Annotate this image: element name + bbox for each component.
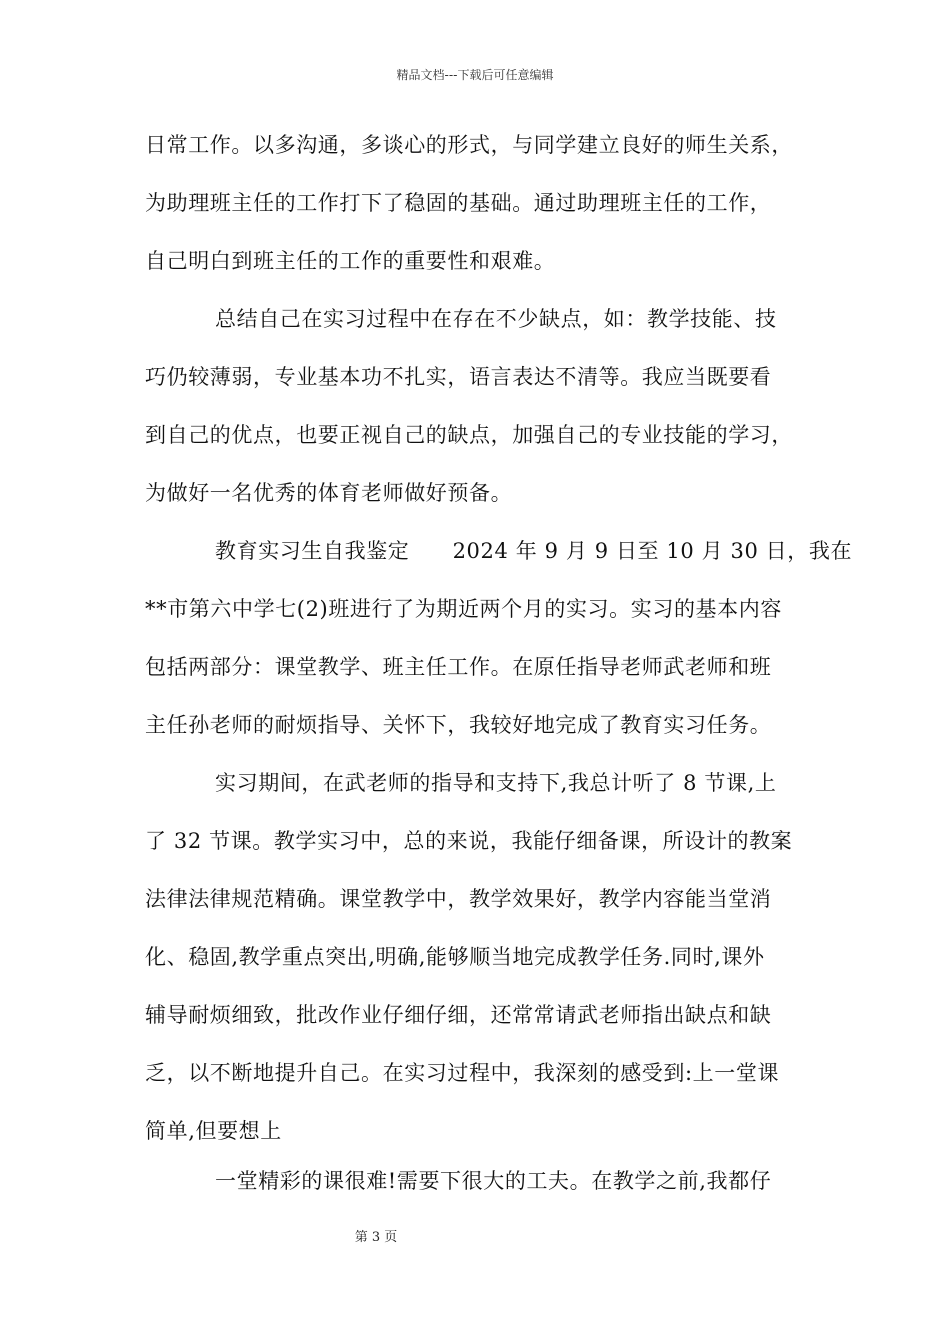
paragraph-line: 简单,但要想上 xyxy=(145,1119,282,1143)
paragraph-line: 实习期间，在武老师的指导和支持下,我总计听了 8 节课,上 xyxy=(215,771,777,795)
paragraph-line: 了 32 节课。教学实习中，总的来说，我能仔细备课，所设计的教案 xyxy=(145,829,793,853)
page-number: 第 3 页 xyxy=(354,1230,398,1245)
paragraph-line: 巧仍较薄弱，专业基本功不扎实，语言表达不清等。我应当既要看 xyxy=(145,365,772,389)
paragraph-line: 主任孙老师的耐烦指导、关怀下，我较好地完成了教育实习任务。 xyxy=(145,713,772,737)
paragraph-line: 乏，以不断地提升自己。在实习过程中，我深刻的感受到:上一堂课 xyxy=(145,1061,780,1085)
paragraph-line: 法律法律规范精确。课堂教学中，教学效果好，教学内容能当堂消 xyxy=(145,887,772,911)
page-header: 精品文档---下载后可任意编辑 xyxy=(396,68,554,82)
paragraph-line: 一堂精彩的课很难!需要下很大的工夫。在教学之前,我都仔 xyxy=(215,1169,772,1193)
paragraph-line: 日常工作。以多沟通，多谈心的形式，与同学建立良好的师生关系， xyxy=(145,133,793,157)
paragraph-line: 自己明白到班主任的工作的重要性和艰难。 xyxy=(145,249,556,273)
paragraph-line: 为助理班主任的工作打下了稳固的基础。通过助理班主任的工作， xyxy=(145,191,772,215)
paragraph-line: **市第六中学七(2)班进行了为期近两个月的实习。实习的基本内容 xyxy=(145,597,782,621)
paragraph-line: 包括两部分：课堂教学、班主任工作。在原任指导老师武老师和班 xyxy=(145,655,772,679)
paragraph-line: 总结自己在实习过程中在存在不少缺点，如：教学技能、技 xyxy=(215,307,777,331)
paragraph-line: 教育实习生自我鉴定 2024 年 9 月 9 日至 10 月 30 日，我在 xyxy=(215,539,853,563)
paragraph-line: 到自己的优点，也要正视自己的缺点，加强自己的专业技能的学习， xyxy=(145,423,793,447)
paragraph-line: 为做好一名优秀的体育老师做好预备。 xyxy=(145,481,513,505)
paragraph-line: 化、稳固,教学重点突出,明确,能够顺当地完成教学任务.同时,课外 xyxy=(145,945,765,969)
paragraph-line: 辅导耐烦细致，批改作业仔细仔细，还常常请武老师指出缺点和缺 xyxy=(145,1003,772,1027)
